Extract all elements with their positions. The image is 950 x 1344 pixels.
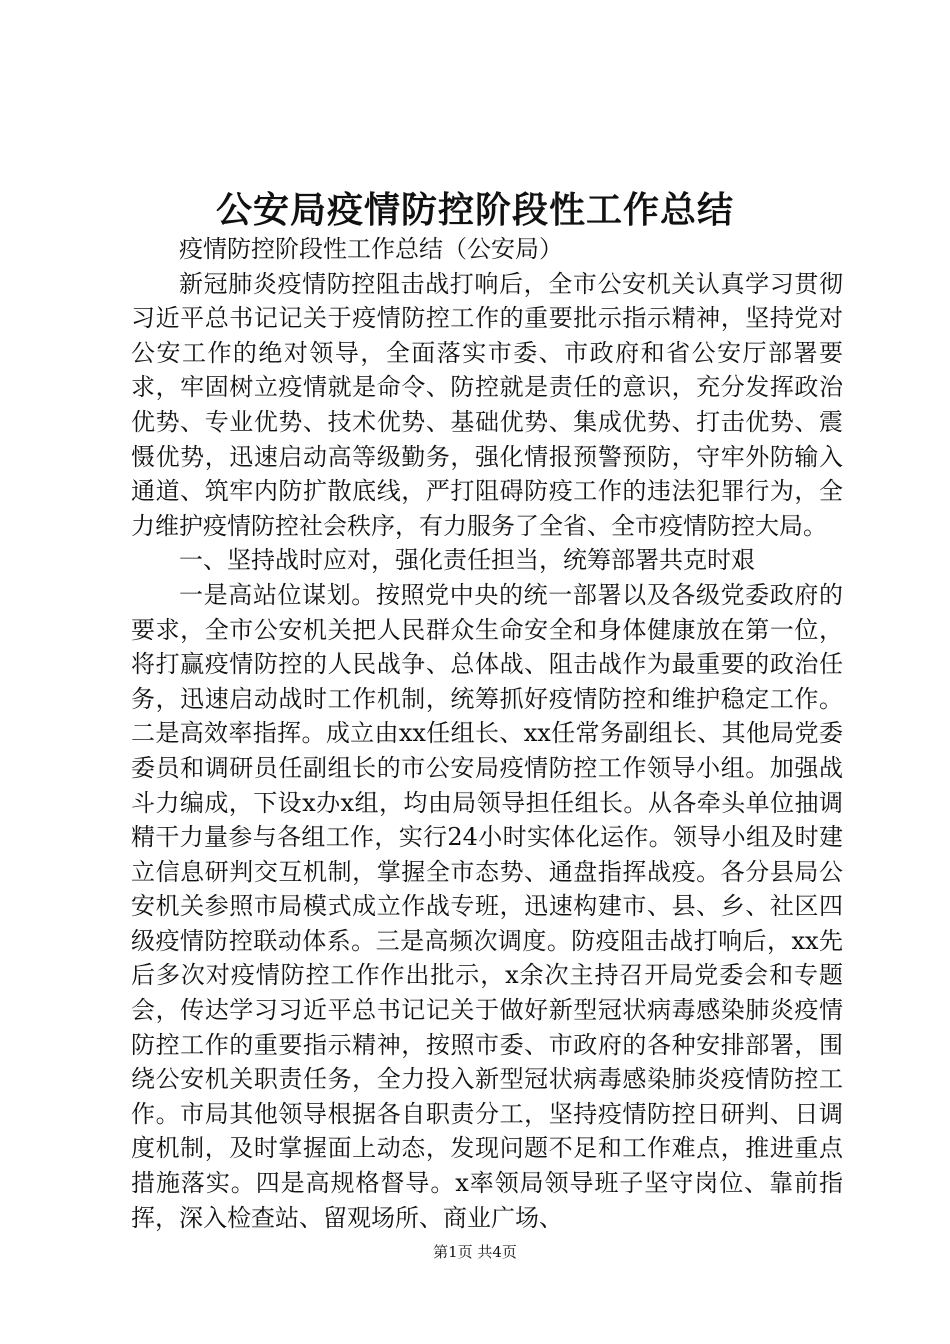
page-footer: 第1页 共4页 (433, 1243, 517, 1261)
document-title: 公安局疫情防控阶段性工作总结 (215, 189, 734, 231)
section-heading: 一、坚持战时应对，强化责任担当，统筹部署共克时艰 (179, 546, 755, 575)
section-paragraph: 一是高站位谋划。按照党中央的统一部署以及各级党委政府的要求，全市公安机关把人民群众生命安全和身体健康放在第一位，将打赢疫情防控的人民战争、总体战、阻击战作为最重要的政治任务，迅速启动战时工作机制，统筹抓好疫情防控和维护稳定工作。二是高效率指挥。成立由xx任组长、xx任常务副组长、其他局党委委员和调研员任副组长的市公安局疫情防控工作领导小组。加强战斗力编成，下设x办x组，均由局领导担任组长。从各牵头单位抽调精干力量参与各组工作，实行24小时实体化运作。领导小组及时建立信息研判交互机制，掌握全市态势、通盘指挥战疫。各分县局公安机关参照市局模式成立作战专班，迅速构建市、县、乡、社区四级疫情防控联动体系。三是高频次调度。防疫阻击战打响后，xx先后多次对疫情防控工作作出批示，x余次主持召开局党委会和专题会，传达学习习近平总书记记关于做好新型冠状病毒感染肺炎疫情防控工作的重要指示精神，按照市委、市政府的各种安排部署，围绕公安机关职责任务，全力投入新型冠状病毒感染肺炎疫情防控工作。市局其他领导根据各自职责分工，坚持疫情防控日研判、日调度机制，及时掌握面上动态，发现问题不足和工作难点，推进重点措施落实。四是高规格督导。x率领局领导班子坚守岗位、靠前指挥，深入检查站、留观场所、商业广场、 (131, 580, 843, 1232)
subtitle-paragraph: 疫情防控阶段性工作总结（公安局） (179, 235, 563, 263)
document-body (131, 232, 843, 1235)
intro-paragraph: 新冠肺炎疫情防控阻击战打响后，全市公安机关认真学习贯彻习近平总书记记关于疫情防控工作的重要批示指示精神，坚持党对公安工作的绝对领导，全面落实市委、市政府和省公安厅部署要求，牢固树立疫情就是命令、防控就是责任的意识，充分发挥政治优势、专业优势、技术优势、基础优势、集成优势、打击优势、震慑优势，迅速启动高等级勤务，强化情报预警预防，守牢外防输入通道、筑牢内防扩散底线，严打阻碍防疫工作的违法犯罪行为，全力维护疫情防控社会秩序，有力服务了全省、全市疫情防控大局。 (131, 269, 843, 540)
